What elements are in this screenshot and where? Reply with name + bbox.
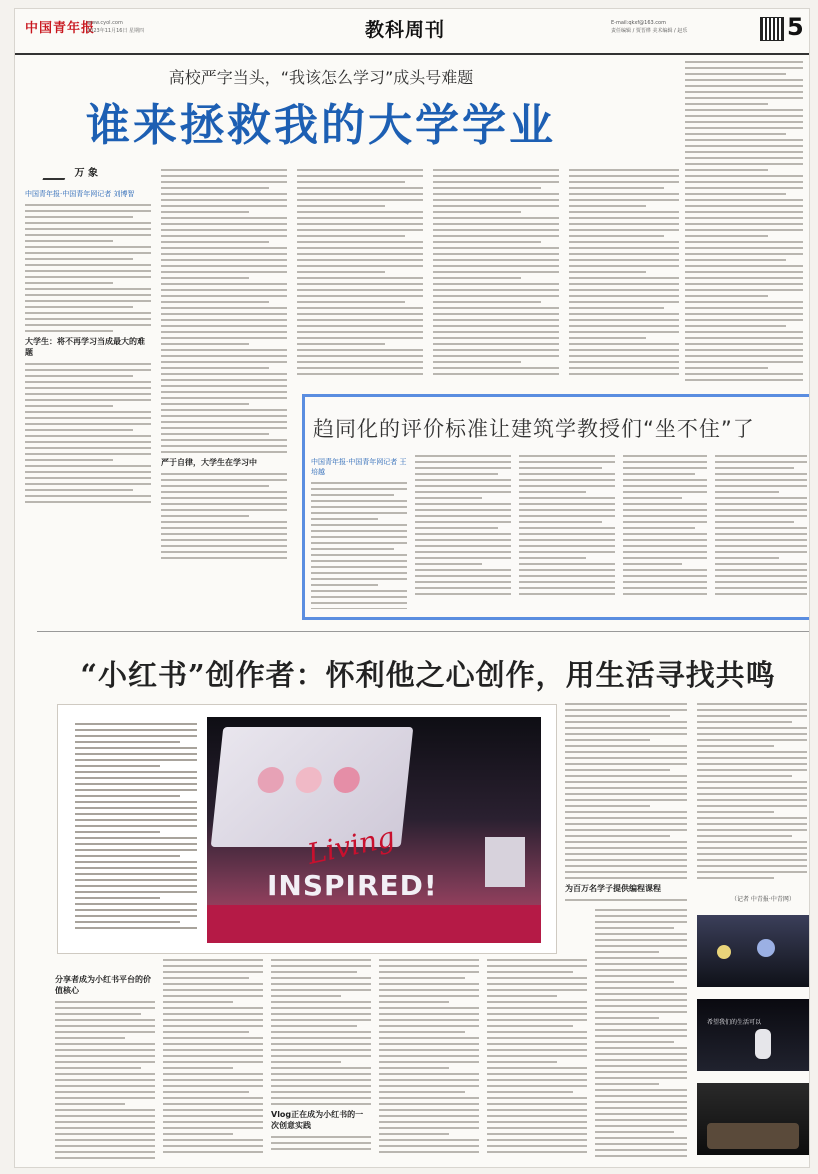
audience-figure [707,1123,799,1149]
feature-column-a [565,703,687,903]
editor-info [611,19,761,35]
hl-byline: 中国青年报·中国青年网记者 王培越 [311,458,407,476]
newspaper-page [14,8,810,1168]
lead-headline: 谁来拯救我的大学学业 [86,100,556,151]
thumbnail-caption: 希望我们的生活可以 [707,1019,762,1026]
feature-headline: “小红书”创作者：怀利他之心创作，用生活寻找共鸣 [80,658,776,692]
pen-icon [42,166,69,180]
feature-column-5 [487,959,587,1159]
side-screen [485,837,525,887]
contact-email: E-mail:qkxf@163.com [611,20,666,26]
screen-graphic [332,767,361,793]
lead-column-3 [297,169,423,389]
feature-column-3 [271,959,371,1159]
section-title: 教科周刊 [365,19,446,41]
page-header [15,9,809,55]
feature-subhead-2: 为百万名学子提供编程课程 [565,884,661,893]
screen-graphic [256,767,285,793]
header-meta [87,19,207,35]
site-url: www.cyol.com [87,20,123,26]
thumbnail-photo-3 [697,1083,809,1155]
lead-column-5 [569,169,679,389]
lead-column-6 [685,61,803,389]
feature-credit: （记者 中青报·中青网） [731,896,795,903]
feature-column-4 [379,959,479,1159]
lead-column-2 [161,169,287,617]
photo-side-text [75,723,197,947]
event-stage-photo [207,717,541,943]
page-number: 5 [787,13,804,41]
stage-light [717,945,731,959]
qr-code-icon [760,17,784,41]
lead-column-4 [433,169,559,389]
newspaper-logo: 中国青年报 [25,21,96,36]
section-divider [37,631,810,632]
hl-column-4 [623,455,707,609]
editor-names: 责任编辑 / 贾晋桦 美术编辑 / 赵乐 [611,28,688,34]
lead-subhead: 大学生：将不再学习当成最大的难题 [25,337,145,357]
lead-byline: 中国青年报·中国青年网记者 刘博智 [25,190,135,198]
feature-column-1 [55,971,155,1161]
feature-subhead-3: Vlog正在成为小红书的一次创意实践 [271,1110,364,1130]
hl-column-2 [415,455,511,609]
stage-sign-living: Living [304,820,398,871]
hl-column-1 [311,455,407,609]
hl-column-3 [519,455,615,609]
lead-kicker: 高校严字当头，“我该怎么学习”成头号难题 [168,68,474,87]
feature-column-b [697,703,807,893]
highlighted-article-title: 趋同化的评价标准让建筑学教授们“坐不住”了 [313,417,755,441]
author-name: 万 象 [74,168,98,179]
speaker-figure [755,1029,771,1059]
screen-graphic [294,767,323,793]
issue-date: 2023年11月16日 星期四 [87,28,145,34]
stage-sign-inspired: INSPIRED! [267,869,438,902]
feature-column-2 [163,959,263,1159]
thumbnail-photo-1 [697,915,809,987]
author-mark [45,164,98,180]
feature-subhead-1: 分享者成为小红书平台的价值核心 [55,975,151,995]
thumbnail-photo-2 [697,999,809,1071]
lead-column-1 [25,187,151,617]
feature-column-6 [595,909,687,1159]
hl-column-5 [715,455,807,609]
stage-floor [207,905,541,943]
middle-subhead: 严于自律，大学生在学习中 [161,458,257,467]
stage-light [757,939,775,957]
